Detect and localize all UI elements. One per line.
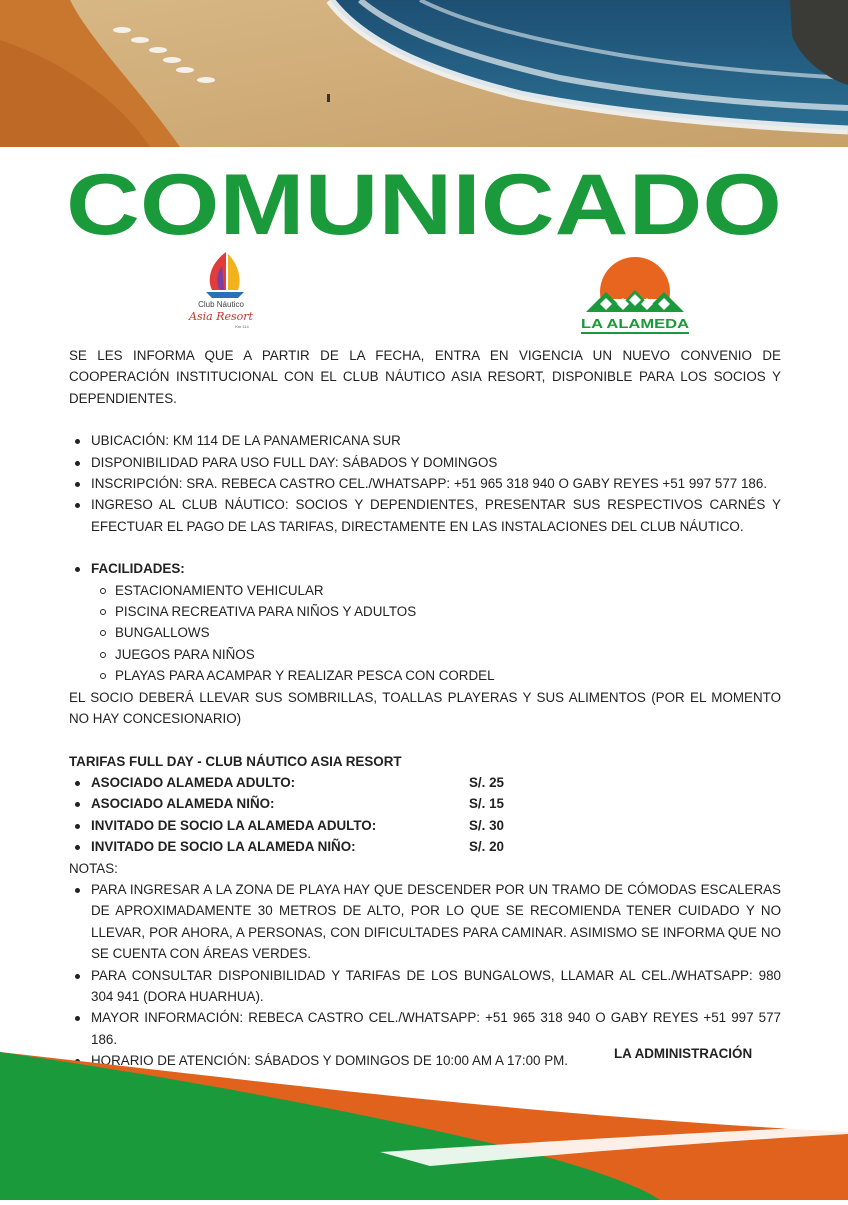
- list-item: INGRESO AL CLUB NÁUTICO: SOCIOS Y DEPENDIENTES, PRESENTAR SUS RESPECTIVOS CARNÉS Y EFECTUAR EL PAGO DE LAS TARIFAS, DIRECTAMENTE EN LAS INSTALACIONES DEL CLUB NÁUTICO.: [69, 494, 781, 537]
- rate-row: [69, 772, 781, 793]
- facilities-note: EL SOCIO DEBERÁ LLEVAR SUS SOMBRILLAS, TOALLAS PLAYERAS Y SUS ALIMENTOS (POR EL MOMENTO NO HAY CONCESIONARIO): [69, 689, 781, 727]
- rate-price: S/. 25: [469, 774, 504, 790]
- signature: LA ADMINISTRACIÓN: [614, 1046, 753, 1061]
- announcement-body: [69, 345, 781, 1072]
- la-alameda-logo: [576, 254, 694, 338]
- club-nautico-logo-line2: Asia Resort: [189, 310, 253, 323]
- rate-row: [69, 815, 781, 836]
- info-list: [69, 430, 781, 537]
- hero-beach-image: [0, 0, 848, 147]
- list-item: HORARIO DE ATENCIÓN: SÁBADOS Y DOMINGOS DE 10:00 AM A 17:00 PM.: [69, 1050, 781, 1071]
- la-alameda-logo-name: LA ALAMEDA: [581, 317, 689, 331]
- notes-heading: NOTAS:: [69, 860, 118, 876]
- rate-label: ASOCIADO ALAMEDA ADULTO:: [91, 774, 296, 790]
- list-item: PLAYAS PARA ACAMPAR Y REALIZAR PESCA CON CORDEL: [69, 665, 781, 686]
- footer-decoration: [0, 1040, 848, 1200]
- page-title: [0, 168, 848, 242]
- rate-price: S/. 20: [469, 839, 504, 855]
- intro-paragraph: SE LES INFORMA QUE A PARTIR DE LA FECHA, ENTRA EN VIGENCIA UN NUEVO CONVENIO DE COOPERACIÓN INSTITUCIONAL CON EL CLUB NÁUTICO ASIA RESORT, DISPONIBLE PARA LOS SOCIOS Y DEPENDIENTES.: [69, 348, 781, 406]
- list-item: UBICACIÓN: KM 114 DE LA PANAMERICANA SUR: [69, 430, 781, 451]
- facilities-heading: FACILIDADES:: [69, 558, 781, 579]
- rate-price: S/. 30: [469, 817, 504, 833]
- facilities-section: [69, 558, 781, 579]
- page-title-text: COMUNICADO: [66, 168, 782, 242]
- rate-row: [69, 793, 781, 814]
- club-nautico-logo-line1: Club Náutico: [198, 300, 244, 309]
- rates-heading: TARIFAS FULL DAY - CLUB NÁUTICO ASIA RESORT: [69, 753, 402, 769]
- list-item: ESTACIONAMIENTO VEHICULAR: [69, 580, 781, 601]
- list-item: PISCINA RECREATIVA PARA NIÑOS Y ADULTOS: [69, 601, 781, 622]
- facilities-list: [69, 580, 781, 687]
- rate-row: [69, 836, 781, 857]
- rate-label: INVITADO DE SOCIO LA ALAMEDA NIÑO:: [91, 839, 356, 855]
- club-nautico-logo: [176, 246, 266, 336]
- list-item: DISPONIBILIDAD PARA USO FULL DAY: SÁBADOS Y DOMINGOS: [69, 452, 781, 473]
- list-item: JUEGOS PARA NIÑOS: [69, 644, 781, 665]
- rates-list: [69, 772, 781, 858]
- list-item: PARA INGRESAR A LA ZONA DE PLAYA HAY QUE DESCENDER POR UN TRAMO DE CÓMODAS ESCALERAS DE APROXIMADAMENTE 30 METROS DE ALTO, POR LO QUE SE RECOMIENDA TENER CUIDADO Y NO LLEVAR, POR AHORA, A PERSONAS, CON DIFICULTADES PARA CAMINAR. ASIMISMO SE INFORMA QUE NO SE CUENTA CON ÁREAS VERDES.: [69, 879, 781, 965]
- list-item: BUNGALLOWS: [69, 622, 781, 643]
- rate-label: INVITADO DE SOCIO LA ALAMEDA ADULTO:: [91, 817, 377, 833]
- club-nautico-logo-line3: Km 114: [235, 324, 249, 329]
- rate-label: ASOCIADO ALAMEDA NIÑO:: [91, 796, 275, 812]
- rate-price: S/. 15: [469, 796, 504, 812]
- list-item: INSCRIPCIÓN: SRA. REBECA CASTRO CEL./WHATSAPP: +51 965 318 940 O GABY REYES +51 997 577 186.: [69, 473, 781, 494]
- list-item: MAYOR INFORMACIÓN: REBECA CASTRO CEL./WHATSAPP: +51 965 318 940 O GABY REYES +51 997 577 186.: [69, 1007, 781, 1050]
- list-item: PARA CONSULTAR DISPONIBILIDAD Y TARIFAS DE LOS BUNGALOWS, LLAMAR AL CEL./WHATSAPP: 980 304 941 (DORA HUARHUA).: [69, 965, 781, 1008]
